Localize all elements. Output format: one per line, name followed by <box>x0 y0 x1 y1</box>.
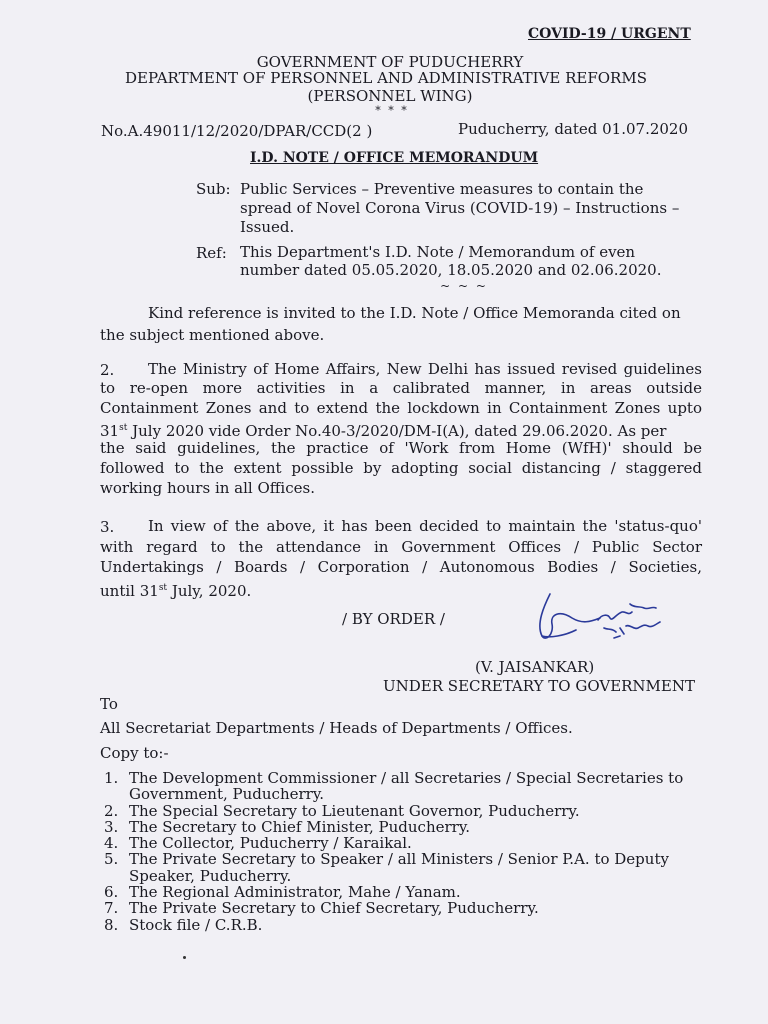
document-title: I.D. NOTE / OFFICE MEMORANDUM <box>250 150 539 166</box>
para2-line: 31st July 2020 vide Order No.40-3/2020/DM-I(A), dated 29.06.2020. As per <box>100 422 667 440</box>
list-item: 3. The Secretary to Chief Minister, Puducherry. <box>104 817 471 836</box>
signatory-name: (V. JAISANKAR) <box>475 658 595 676</box>
list-item: 8. Stock file / C.R.B. <box>104 915 263 934</box>
para1-line: the subject mentioned above. <box>100 326 325 344</box>
para3-number: 3. <box>100 518 115 536</box>
subject-line: spread of Novel Corona Virus (COVID-19) – Instructions – <box>240 199 680 217</box>
place-date: Puducherry, dated 01.07.2020 <box>458 120 689 138</box>
list-item: 4. The Collector, Puducherry / Karaikal. <box>104 834 412 853</box>
para2-line: The Ministry of Home Affairs, New Delhi has issued revised guidelines <box>148 360 702 378</box>
to-label: To <box>100 695 118 713</box>
by-order: / BY ORDER / <box>342 610 445 628</box>
government-name: GOVERNMENT OF PUDUCHERRY <box>256 53 524 71</box>
para3-line: until 31st July, 2020. <box>100 582 252 600</box>
ref-line: number dated 05.05.2020, 18.05.2020 and 02.06.2020. <box>240 261 662 279</box>
list-item: 2. The Special Secretary to Lieutenant Governor, Puducherry. <box>104 801 580 820</box>
ink-dot <box>183 956 186 959</box>
copy-to-list <box>100 770 710 933</box>
ref-tilde: ~ ~ ~ <box>440 279 488 293</box>
para2-line: to re-open more activities in a calibrated manner, in areas outside <box>100 379 702 397</box>
recipients: All Secretariat Departments / Heads of Departments / Offices. <box>100 719 573 737</box>
para1-line: Kind reference is invited to the I.D. Note / Office Memoranda cited on <box>148 304 681 322</box>
para2-line: followed to the extent possible by adopting social distancing / staggered <box>100 459 702 477</box>
para2-line: working hours in all Offices. <box>100 479 315 497</box>
copy-to-label: Copy to:- <box>100 744 169 762</box>
para2-line: Containment Zones and to extend the lockdown in Containment Zones upto <box>100 399 702 417</box>
para3-line: In view of the above, it has been decided to maintain the 'status-quo' <box>148 517 702 535</box>
list-item: 5. The Private Secretary to Speaker / all Ministers / Senior P.A. to Deputy Speaker, Puducherry. <box>104 850 669 885</box>
wing-name: (PERSONNEL WING) <box>307 87 473 105</box>
ref-line: This Department's I.D. Note / Memorandum of even <box>240 243 636 261</box>
department-name: DEPARTMENT OF PERSONNEL AND ADMINISTRATIVE REFORMS <box>125 69 647 87</box>
ref-label: Ref: <box>196 244 227 262</box>
subject-label: Sub: <box>196 180 231 198</box>
subject-line: Public Services – Preventive measures to contain the <box>240 180 644 198</box>
header-stars: * * * <box>375 104 409 117</box>
urgency-label: COVID-19 / URGENT <box>528 26 691 42</box>
signatory-designation: UNDER SECRETARY TO GOVERNMENT <box>383 677 695 695</box>
para2-line: the said guidelines, the practice of 'Work from Home (WfH)' should be <box>100 439 702 457</box>
reference-number: No.A.49011/12/2020/DPAR/CCD(2 ) <box>101 122 373 140</box>
subject-line: Issued. <box>240 218 295 236</box>
list-item: 6. The Regional Administrator, Mahe / Yanam. <box>104 883 461 902</box>
para3-line: Undertakings / Boards / Corporation / Autonomous Bodies / Societies, <box>100 558 702 576</box>
list-item: 7. The Private Secretary to Chief Secretary, Puducherry. <box>104 899 539 918</box>
list-item: 1. The Development Commissioner / all Secretaries / Special Secretaries to Government, Puducherry. <box>104 769 684 804</box>
handwritten-signature <box>530 584 690 656</box>
para2-number: 2. <box>100 361 115 379</box>
para3-line: with regard to the attendance in Government Offices / Public Sector <box>100 538 702 556</box>
